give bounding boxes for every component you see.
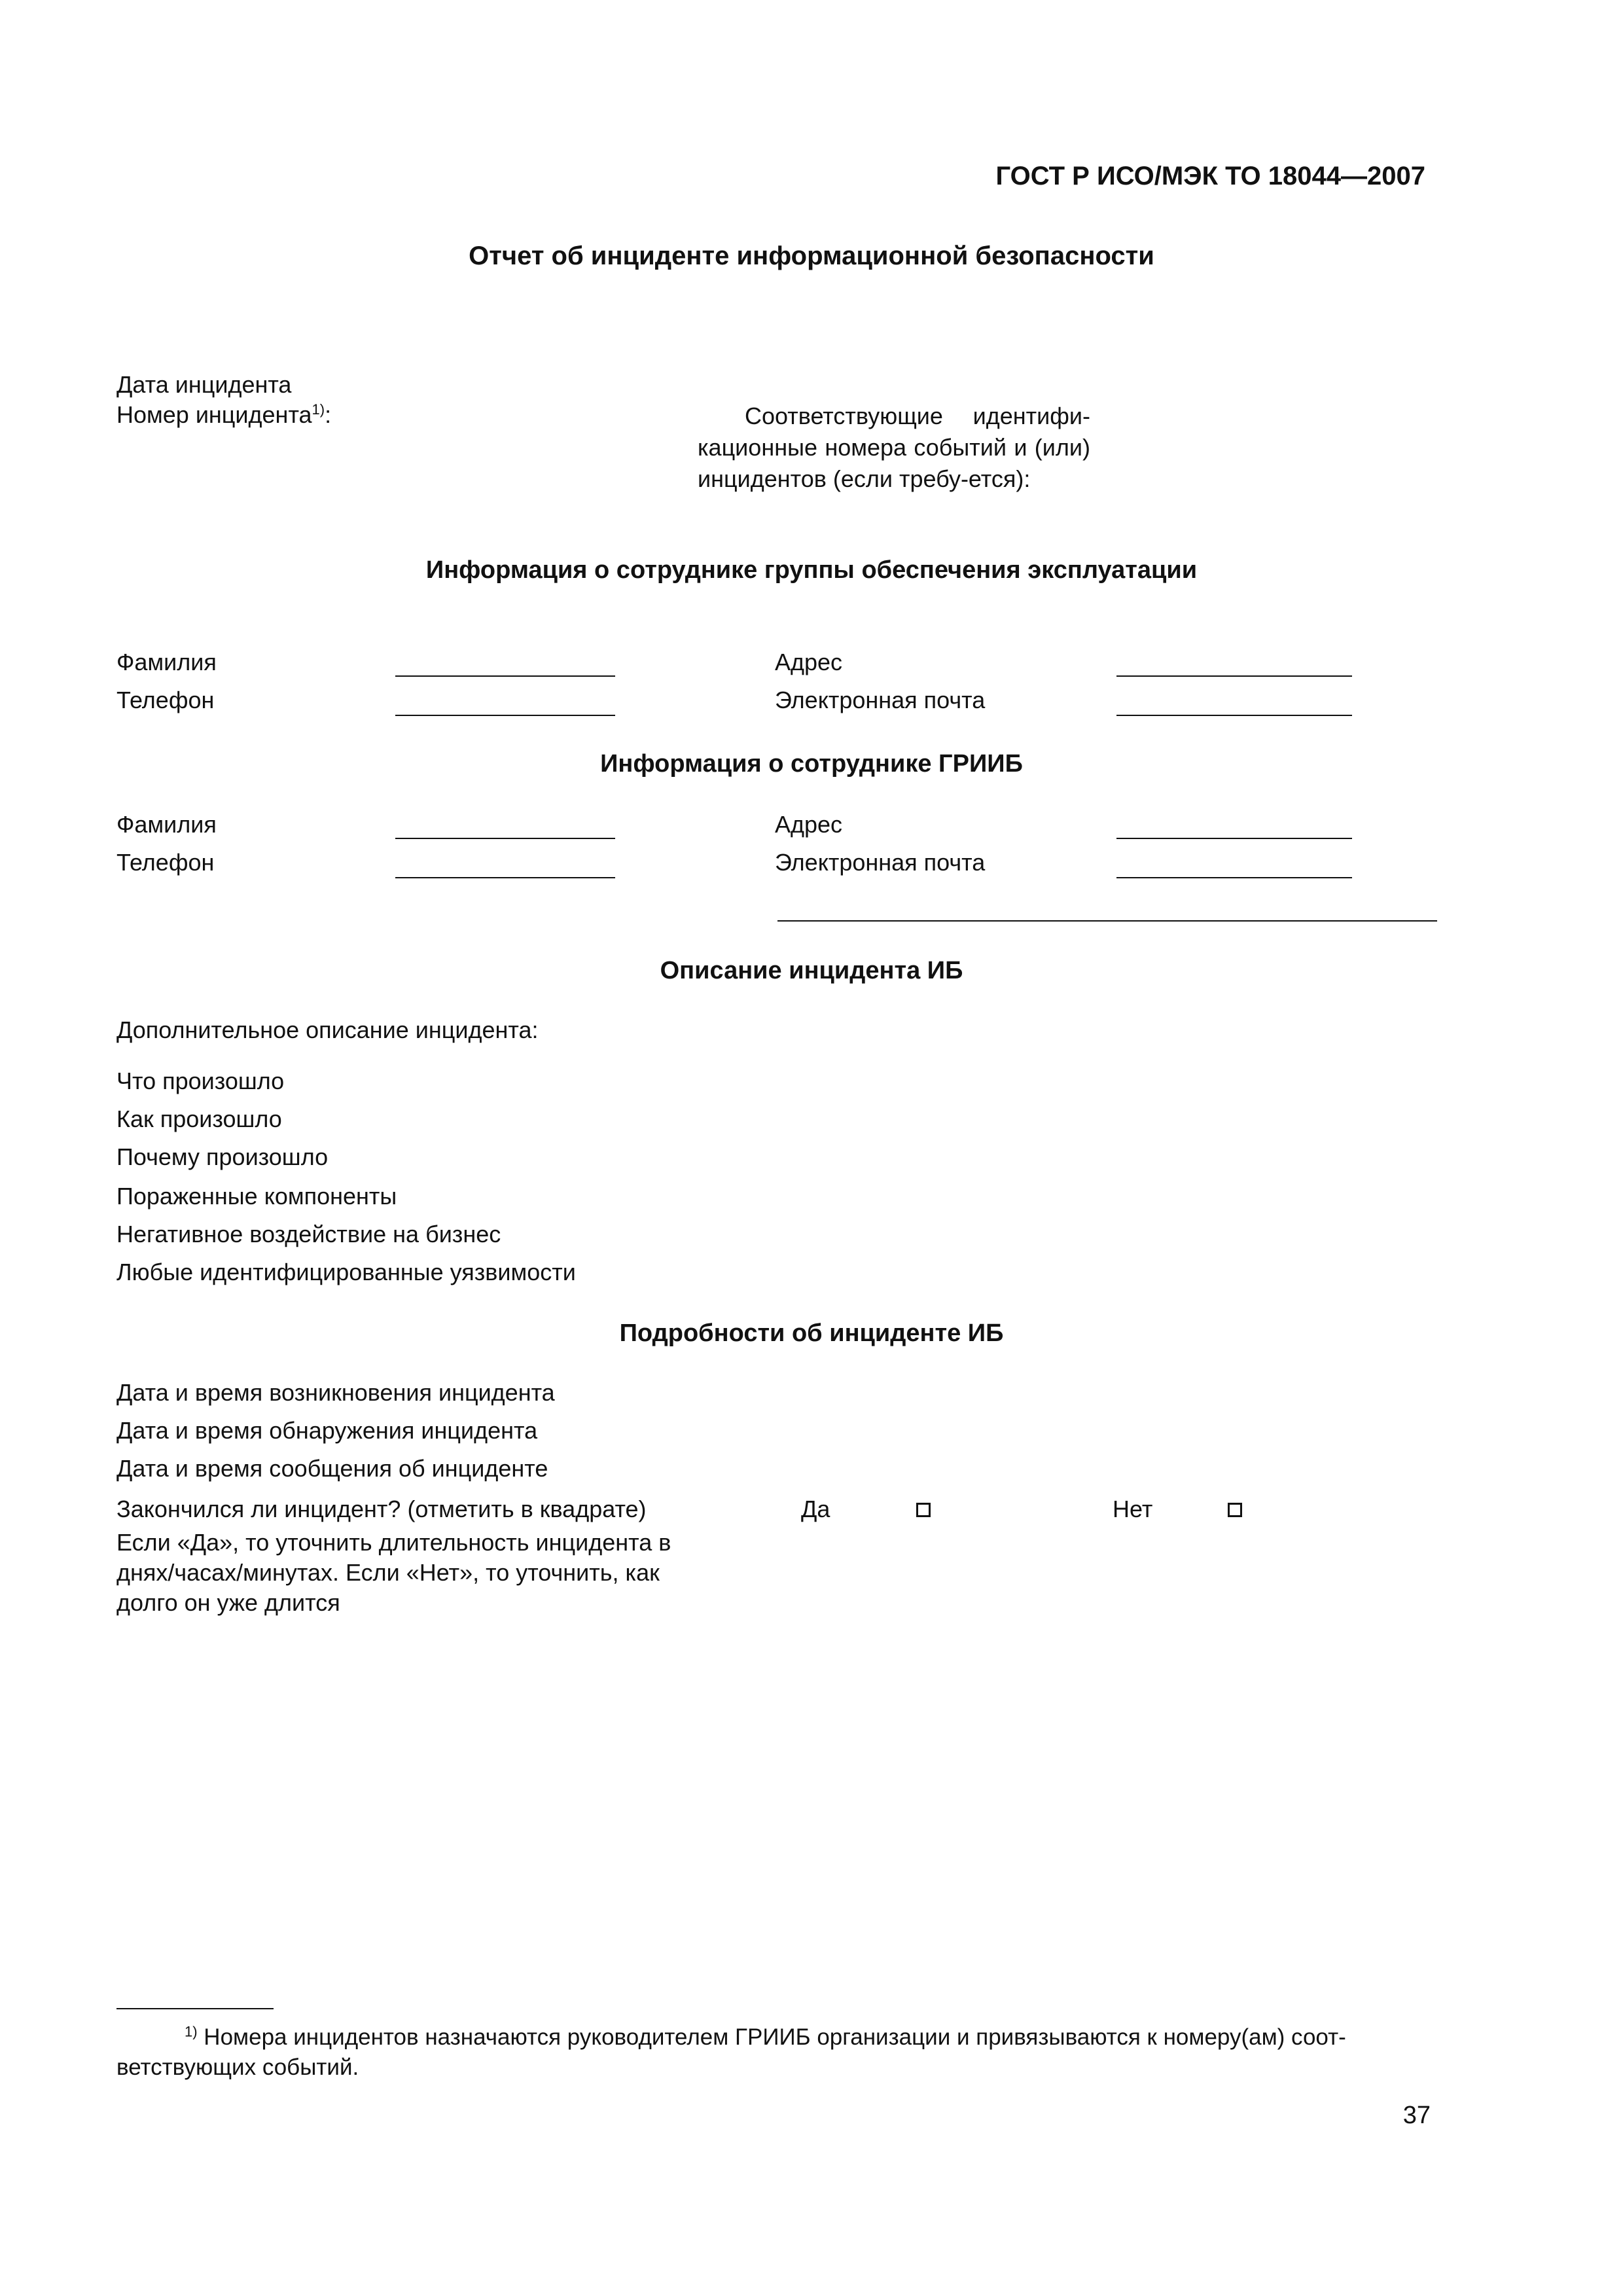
list-item: Любые идентифицированные уязвимости [116,1259,576,1285]
list-item: Дата и время обнаружения инцидента [116,1417,538,1444]
incident-ended-question: Закончился ли инцидент? (отметить в квадрате) [116,1496,647,1522]
isirt-phone-field[interactable] [395,877,615,878]
no-label: Нет [1113,1496,1153,1522]
isirt-email-label: Электронная почта [775,849,986,876]
page-title: Отчет об инциденте информационной безопасности [469,242,1154,270]
ops-surname-label: Фамилия [116,649,217,675]
no-checkbox[interactable] [1228,1503,1242,1517]
ops-phone-field[interactable] [395,715,615,716]
ops-surname-field[interactable] [395,675,615,677]
ops-address-label: Адрес [775,649,843,675]
duration-followup-text: Если «Да», то уточнить длительность инцидента в днях/часах/минутах. Если «Нет», то уточнить, как долго он уже длится [116,1529,671,1616]
additional-description-label: Дополнительное описание инцидента: [116,1016,539,1043]
list-item: Негативное воздействие на бизнес [116,1221,501,1247]
isirt-address-label: Адрес [775,811,843,838]
ops-phone-label: Телефон [116,687,215,713]
ops-email-field[interactable] [1116,715,1352,716]
footnote-divider [116,2008,274,2009]
related-ids-label: Соответствующие идентифи-кационные номера событий и (или) инцидентов (если требу-ется): [698,403,1090,492]
footnote-mark: 1) [185,2023,198,2040]
isirt-address-field[interactable] [1116,838,1352,839]
footnote-text: Номера инцидентов назначаются руководителем ГРИИБ организации и привязываются к номеру(ам) соот-ветствующих событий. [116,2024,1346,2080]
list-item: Почему произошло [116,1143,329,1170]
isirt-surname-field[interactable] [395,838,615,839]
ops-address-field[interactable] [1116,675,1352,677]
ops-email-label: Электронная почта [775,687,986,713]
yes-label: Да [801,1496,830,1522]
section-divider [777,920,1437,922]
standard-code: ГОСТ Р ИСО/МЭК ТО 18044—2007 [995,162,1425,190]
list-item: Дата и время возникновения инцидента [116,1379,555,1406]
isirt-phone-label: Телефон [116,849,215,876]
description-heading: Описание инцидента ИБ [660,957,963,984]
isirt-staff-heading: Информация о сотруднике ГРИИБ [600,750,1023,778]
isirt-surname-label: Фамилия [116,811,217,838]
page-number: 37 [1402,2102,1431,2129]
yes-checkbox[interactable] [916,1503,931,1517]
footnote-ref[interactable]: 1) [312,401,325,418]
footnote [116,2022,1445,2083]
isirt-email-field[interactable] [1116,877,1352,878]
incident-number-label: Номер инцидента$^{1)}$: [116,401,332,428]
ops-staff-heading: Информация о сотруднике группы обеспечения эксплуатации [425,556,1198,584]
list-item: Дата и время сообщения об инциденте [116,1455,548,1482]
list-item: Что произошло [116,1067,285,1094]
incident-date-label: Дата инцидента [116,371,292,398]
details-heading: Подробности об инциденте ИБ [619,1319,1004,1347]
list-item: Как произошло [116,1105,282,1132]
list-item: Пораженные компоненты [116,1183,397,1210]
